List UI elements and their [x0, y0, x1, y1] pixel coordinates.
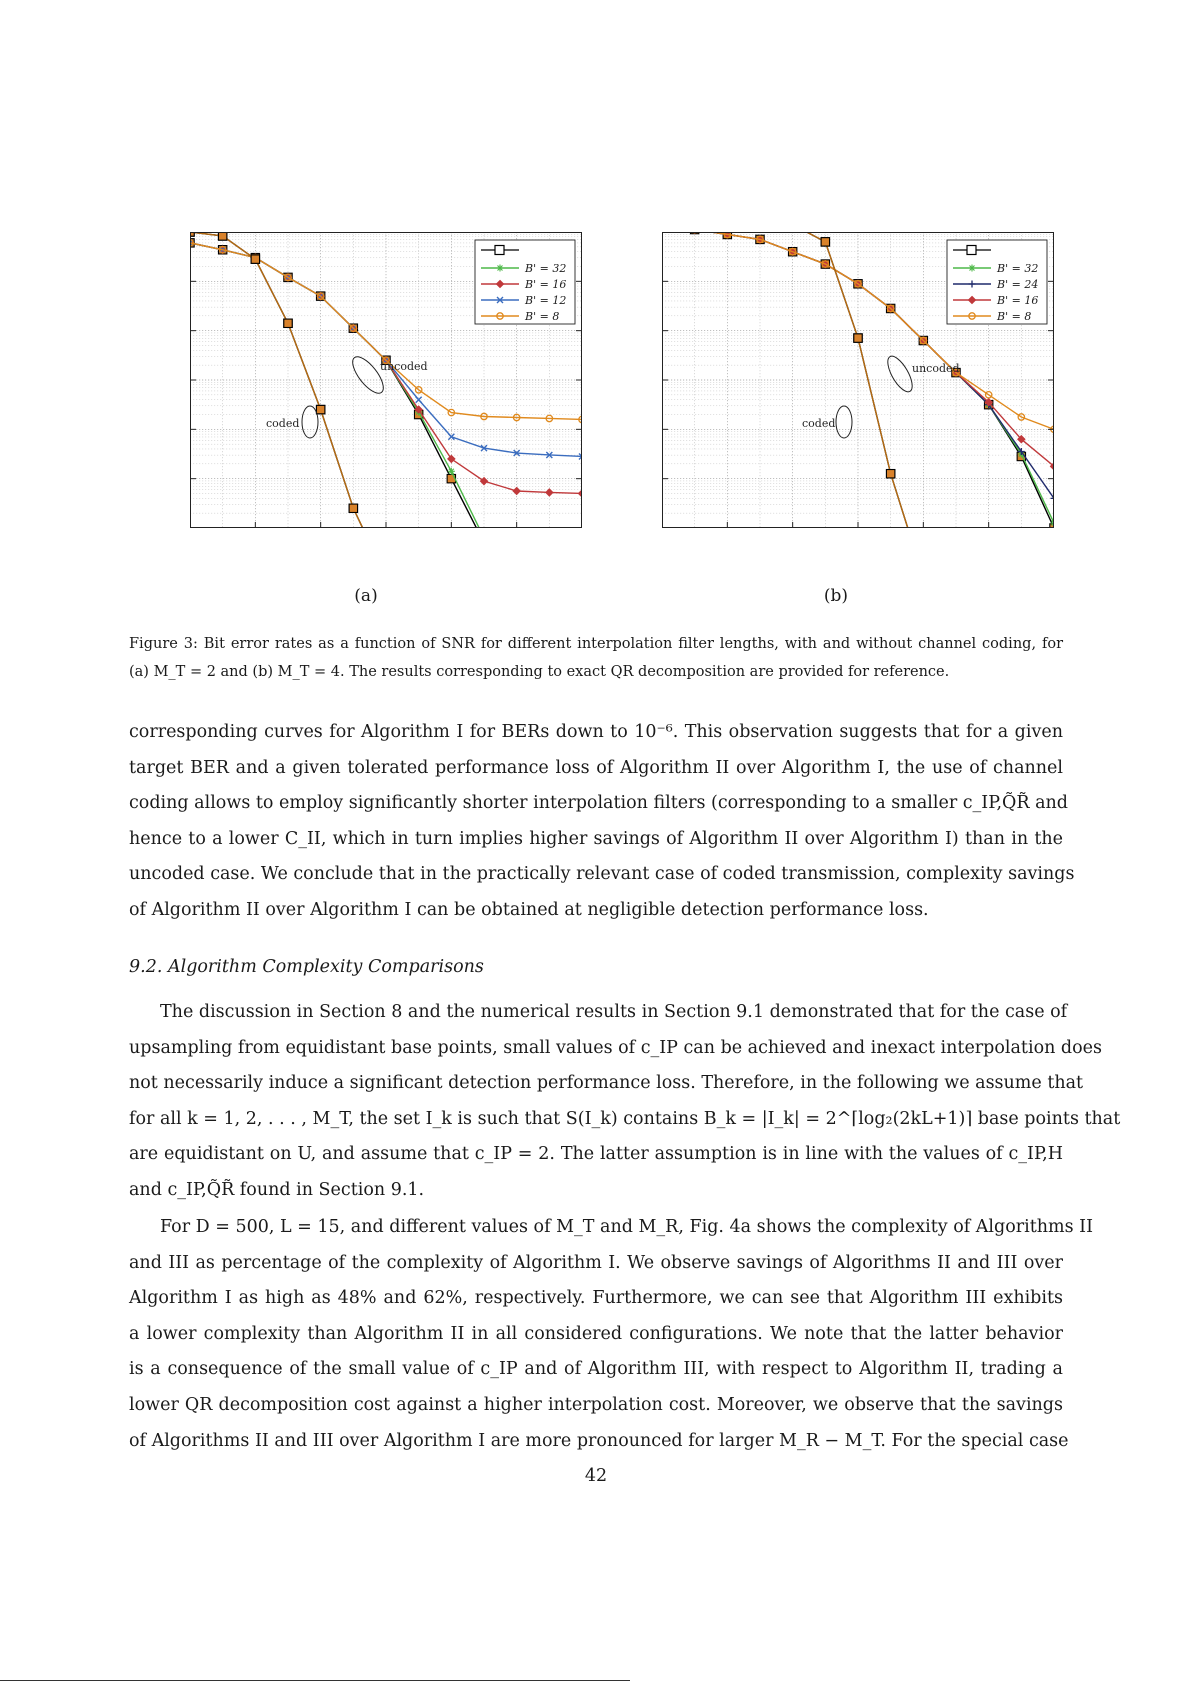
legend-label: B' = 16 — [997, 294, 1039, 307]
coded-label: coded — [266, 417, 300, 430]
data-point — [218, 232, 226, 240]
coded-label: coded — [802, 417, 836, 430]
data-point — [284, 319, 292, 327]
text-line: corresponding curves for Algorithm I for BERs down to 10⁻⁶. This observation suggests that for a given — [129, 722, 1063, 742]
caption-line: Figure 3: Bit error rates as a function of SNR for different interpolation filter lengths, with and without channel coding, for — [129, 636, 1063, 652]
data-point — [448, 468, 455, 475]
text-line: coding allows to employ significantly shorter interpolation filters (corresponding to a smaller c_IP,Q̃R̃ and — [129, 793, 1068, 814]
text-line: uncoded case. We conclude that in the practically relevant case of coded transmission, complexity savings — [129, 864, 1075, 885]
uncoded-label: uncoded — [912, 362, 960, 375]
text-line: lower QR decomposition cost against a higher interpolation cost. Moreover, we observe that the savings — [129, 1394, 1063, 1415]
ber-plot-a — [190, 232, 582, 528]
figure-panel-b — [662, 232, 1054, 528]
data-point — [251, 255, 259, 263]
subfigure-label-a: (a) — [354, 586, 378, 606]
legend-label: B' = 24 — [997, 278, 1039, 291]
footer-rule — [0, 1680, 630, 1681]
annotations — [802, 353, 960, 438]
figure-panel-a — [190, 232, 582, 528]
text-line: and III as percentage of the complexity of Algorithm I. We observe savings of Algorithms II and III over — [129, 1252, 1063, 1273]
uncoded-label: uncoded — [380, 360, 428, 373]
text-line: target BER and a given tolerated performance loss of Algorithm II over Algorithm I, the use of channel — [129, 757, 1063, 778]
data-point — [546, 489, 553, 496]
paragraph — [129, 1210, 1093, 1459]
ber-plot-b — [662, 232, 1054, 528]
figure-caption — [129, 630, 1063, 686]
paragraph — [129, 715, 1075, 929]
caption-line: (a) M_T = 2 and (b) M_T = 4. The results corresponding to exact QR decomposition are provided for reference. — [129, 664, 950, 680]
legend — [475, 240, 575, 324]
paragraph — [129, 995, 1121, 1209]
legend-label: B' = 12 — [525, 294, 567, 307]
text-line: are equidistant on U, and assume that c_IP = 2. The latter assumption is in line with the values of c_IP,H — [129, 1144, 1063, 1165]
text-line: not necessarily induce a significant detection performance loss. Therefore, in the following we assume that — [129, 1073, 1084, 1094]
text-line: and c_IP,Q̃R̃ found in Section 9.1. — [129, 1179, 425, 1200]
legend-label: B' = 8 — [997, 310, 1032, 323]
text-line: is a consequence of the small value of c_IP and of Algorithm III, with respect to Algorithm II, trading a — [129, 1359, 1063, 1380]
legend-label: B' = 8 — [525, 310, 560, 323]
text-line: of Algorithm II over Algorithm I can be obtained at negligible detection performance loss. — [129, 899, 929, 920]
text-line: for all k = 1, 2, . . . , M_T, the set I_k is such that S(I_k) contains B_k = |I_k| = 2^⌈log₂(2kL+1)⌉ base points that — [129, 1108, 1121, 1129]
data-point — [349, 504, 357, 512]
data-point — [854, 334, 862, 342]
legend-label: B' = 32 — [525, 262, 567, 275]
text-line: The discussion in Section 8 and the numerical results in Section 9.1 demonstrated that for the case of — [160, 1002, 1068, 1022]
subfigure-label-b: (b) — [823, 586, 849, 606]
page-number: 42 — [584, 1466, 608, 1486]
data-point — [316, 405, 324, 413]
legend-marker — [967, 246, 976, 255]
text-line: Algorithm I as high as 48% and 62%, respectively. Furthermore, we can see that Algorithm III exhibits — [129, 1288, 1063, 1309]
legend — [947, 240, 1047, 324]
legend-marker — [495, 246, 504, 255]
text-line: a lower complexity than Algorithm II in all considered configurations. We note that the latter behavior — [129, 1323, 1063, 1344]
legend-label: B' = 32 — [997, 262, 1039, 275]
legend-marker — [969, 265, 976, 272]
coded-ellipse — [836, 406, 852, 438]
data-point — [886, 470, 894, 478]
text-line: For D = 500, L = 15, and different values of M_T and M_R, Fig. 4a shows the complexity of Algorithms II — [160, 1217, 1093, 1237]
text-line: of Algorithms II and III over Algorithm I are more pronounced for larger M_R − M_T. For the special case — [129, 1430, 1069, 1451]
series-line — [190, 243, 484, 528]
text-line: upsampling from equidistant base points, small values of c_IP can be achieved and inexact interpolation does — [129, 1037, 1103, 1058]
coded-ellipse — [302, 406, 318, 438]
series-line — [190, 243, 484, 528]
section-heading: 9.2. Algorithm Complexity Comparisons — [129, 957, 484, 977]
legend-label: B' = 16 — [525, 278, 567, 291]
legend-marker — [497, 265, 504, 272]
data-point — [821, 238, 829, 246]
text-line: hence to a lower C_II, which in turn implies higher savings of Algorithm II over Algorithm I) than in the — [129, 828, 1063, 849]
